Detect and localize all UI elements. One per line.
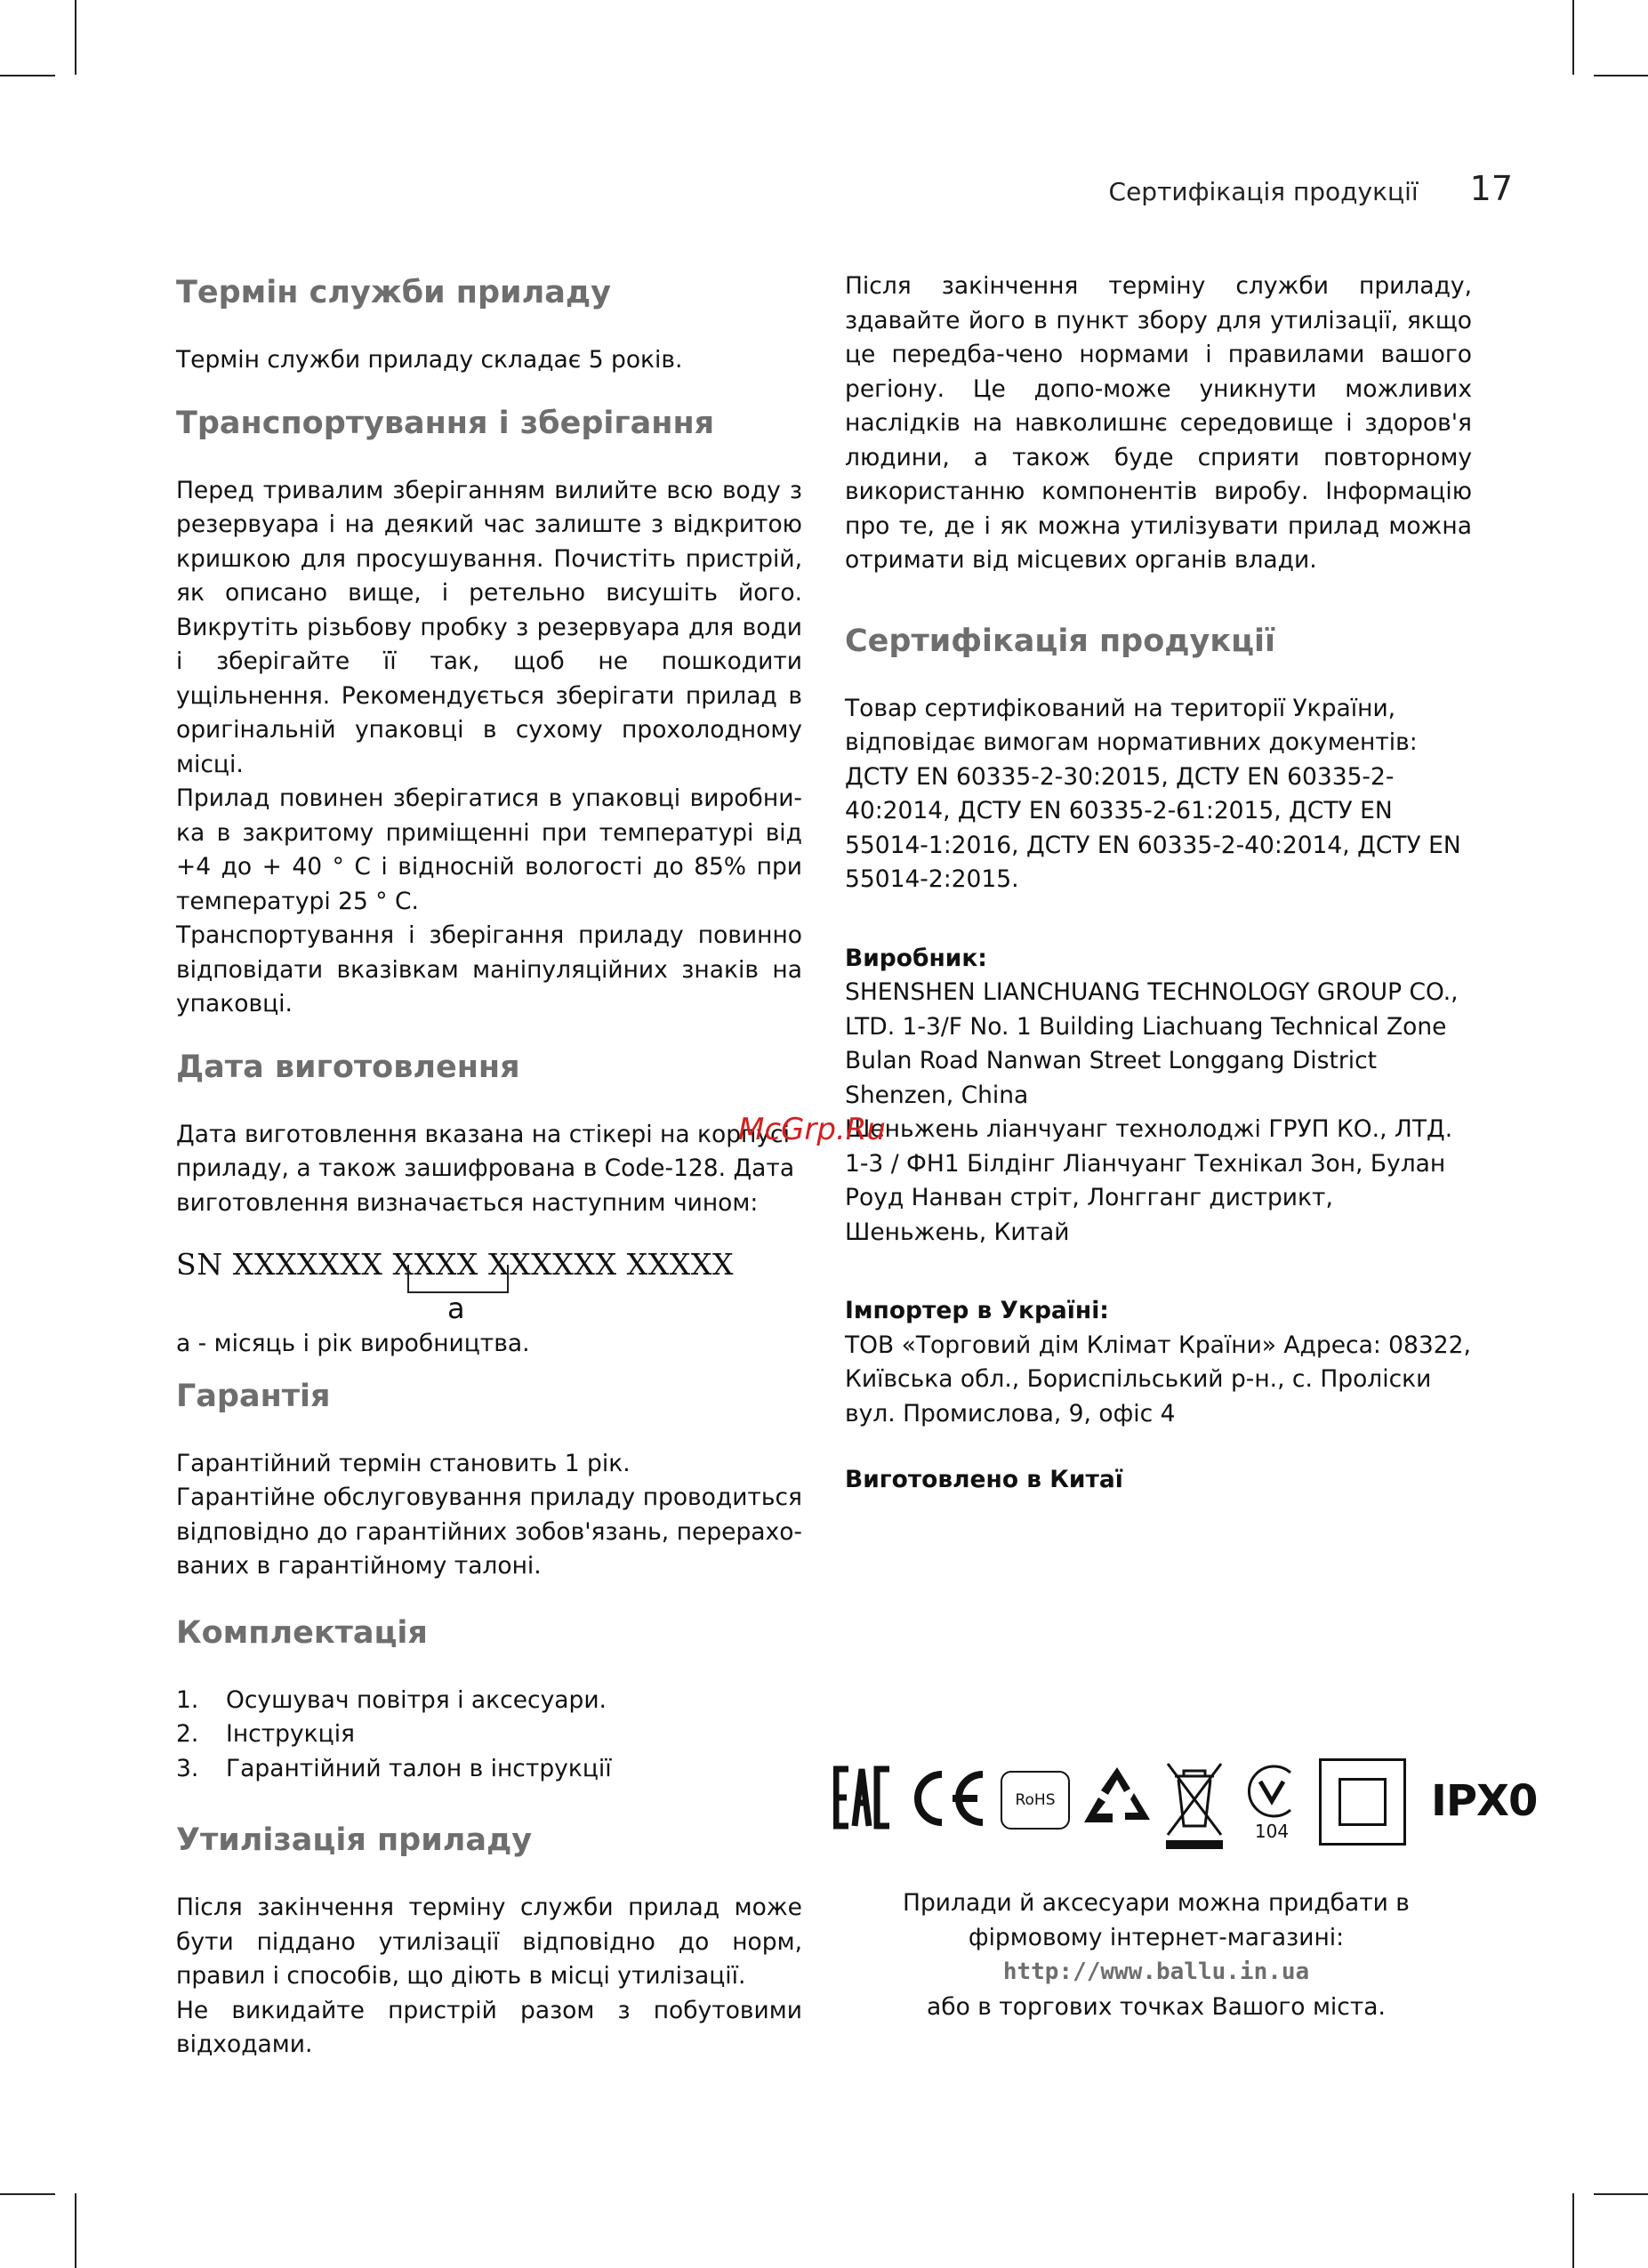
crop-mark bbox=[75, 0, 76, 75]
ce-mark-icon bbox=[906, 1769, 988, 1828]
shop-line: фірмовому інтернет-магазині: bbox=[968, 1924, 1345, 1951]
section-heading: Комплектація bbox=[176, 1614, 428, 1651]
crop-mark bbox=[1572, 2193, 1574, 2268]
rohs-mark bbox=[1001, 1771, 1070, 1830]
eac-mark-icon bbox=[833, 1765, 892, 1830]
shop-line: або в торгових точках Вашого міста. bbox=[927, 1993, 1386, 2021]
paragraph: Товар сертифікований на території України, відповідає вимогам нормативних документів: ДСТУ EN 60335-2-30:2015, ДСТУ EN 60335-2-40:2014, ДСТУ EN 60335-2-61:2015, ДСТУ EN 55014-1:2016, ДСТУ EN 60335-2-40:2014, ДСТУ EN 55014-2:2015. bbox=[845, 694, 1461, 893]
paragraph: Прилад повинен зберігатися в упаковці виробни-ка в закритому приміщенні при температурі від +4 до + 40 ° С і відносній вологості до 85% при температурі 25 ° С. bbox=[176, 784, 802, 915]
paragraph: Шеньжень ліанчуанг технолоджі ГРУП КО., ЛТД. 1-3 / ФН1 Білдінг Ліанчуанг Технікал Зон, Булан Роуд Нанван стріт, Лонгганг дистрикт, Шеньжень, Китай bbox=[845, 1115, 1453, 1246]
left-column bbox=[176, 274, 802, 2063]
shop-url-link[interactable]: http://www.ballu.in.ua bbox=[1002, 1958, 1310, 1985]
crop-mark bbox=[0, 75, 55, 76]
paragraph: Транспортування і зберігання приладу повинно відповідати вказівкам маніпуляційних знаків на упаковці. bbox=[176, 921, 802, 1017]
section-service-life bbox=[176, 274, 802, 378]
rohs-label: RoHS bbox=[1015, 1791, 1056, 1809]
page-header bbox=[1109, 169, 1513, 208]
paragraph: SHENSHEN LIANCHUANG TECHNOLOGY GROUP CO., LTD. 1-3/F No. 1 Building Liachuang Technical Zone Bulan Road Nanwan Street Longgang District Shenzen, China bbox=[845, 978, 1459, 1109]
section-heading: Транспортування і зберігання bbox=[176, 405, 715, 441]
running-header-title: Сертифікація продукції bbox=[1108, 177, 1419, 206]
section-manufacturer bbox=[845, 942, 1472, 1251]
list-item: 2. Інструкція bbox=[176, 1720, 355, 1748]
section-manufacture-date bbox=[176, 1049, 802, 1362]
importer-label: Імпортер в Україні: bbox=[845, 1297, 1109, 1324]
section-transport bbox=[176, 405, 802, 1022]
watermark: McGrp.Ru bbox=[738, 1112, 886, 1147]
paragraph: Гарантійний термін становить 1 рік. bbox=[176, 1449, 631, 1477]
ipx0-mark bbox=[1431, 1776, 1537, 1826]
paragraph: Після закінчення терміну служби приладу, здавайте його в пункт збору для утилізації, якщо це передба-чено нормами і правилами вашого регіону. Це допо-може уникнути можливих наслідків на навколишнє середовище і здоров'я людини, а також буде сприяти повторному використанню компонентів виробу. Інформацію про те, де і як можна утилізувати прилад можна отримати від місцевих органів влади. bbox=[845, 272, 1472, 574]
crop-mark bbox=[1594, 2193, 1648, 2195]
section-heading: Гарантія bbox=[176, 1378, 331, 1414]
paragraph: ТОВ «Торговий дім Клімат Країни» Адреса: 08322, Київська обл., Бориспільський р-н., с. Пролiски вул. Промислова, 9, офіс 4 bbox=[845, 1331, 1471, 1428]
eac-icon bbox=[833, 1765, 892, 1830]
paragraph: a - місяць і рік виробництва. bbox=[176, 1330, 530, 1357]
paragraph: Не викидайте пристрій разом з побутовими відходами. bbox=[176, 1996, 802, 2058]
paragraph: Гарантійне обслуговування приладу проводиться відповідно до гарантійних зобов'язань, перерахо-ваних в гарантійному талоні. bbox=[176, 1484, 802, 1580]
serial-number-diagram bbox=[176, 1247, 802, 1327]
section-heading: Термін служби приладу bbox=[176, 275, 611, 310]
paragraph: Після закінчення терміну служби прилад може бути піддано утилізації відповідно до норм, правил і способів, що діють в місці утилізації. bbox=[176, 1894, 802, 1990]
ipx-label: IPX0 bbox=[1431, 1776, 1538, 1826]
certification-marks bbox=[833, 1757, 1538, 1863]
paragraph: Дата виготовлення вказана на стікері на корпусі приладу, а також зашифрована в Code-128. Дата виготовлення визначається наступним чином: bbox=[176, 1120, 795, 1217]
recycle-icon bbox=[1081, 1764, 1154, 1833]
section-importer bbox=[845, 1294, 1472, 1431]
serial-marker-label: a bbox=[447, 1291, 465, 1325]
manufacturer-label: Виробник: bbox=[845, 944, 987, 972]
ua-conformity-mark bbox=[1241, 1762, 1303, 1842]
list-item: 1. Осушувач повітря і аксесуари. bbox=[176, 1685, 607, 1714]
section-warranty bbox=[176, 1378, 802, 1584]
ua-mark-number: 104 bbox=[1254, 1821, 1290, 1842]
right-column bbox=[845, 269, 1472, 1498]
list-item: 3. Гарантійний талон в інструкції bbox=[176, 1754, 612, 1782]
section-certification bbox=[845, 623, 1472, 897]
page-number: 17 bbox=[1469, 169, 1513, 208]
crop-mark bbox=[1594, 75, 1648, 76]
made-in-label: Виготовлено в Китаї bbox=[845, 1466, 1123, 1493]
paragraph: Термін служби приладу складає 5 років. bbox=[176, 346, 683, 374]
shop-line: Прилади й аксесуари можна придбати в bbox=[903, 1889, 1410, 1917]
section-disposal bbox=[176, 1822, 802, 2063]
section-heading: Утилізація приладу bbox=[176, 1822, 533, 1858]
section-package bbox=[176, 1614, 802, 1787]
shop-info bbox=[845, 1886, 1467, 2024]
paragraph: Перед тривалим зберіганням вилийте всю воду з резервуара і на деякий час залиште з відкритою кришкою для просушування. Почистіть пристрій, як описано вище, і ретельно висушіть його. Викрутіть різьбову пробку з резервуара для води і зберігайте її так, щоб не пошкодити ущільнення. Рекомендується зберігати прилад в оригінальній упаковці в сухому прохолодному місці. bbox=[176, 476, 802, 778]
crop-mark bbox=[1572, 0, 1574, 75]
weee-bin-icon bbox=[1162, 1760, 1226, 1853]
package-list bbox=[176, 1684, 802, 1787]
double-insulation-icon bbox=[1319, 1758, 1406, 1846]
crop-mark bbox=[0, 2193, 55, 2195]
serial-number-code: SN XXXXXXX XXXX XXXXXX XXXXX bbox=[176, 1247, 735, 1282]
crop-mark bbox=[75, 2193, 76, 2268]
serial-bracket bbox=[407, 1265, 509, 1293]
section-heading: Сертифікація продукції bbox=[845, 623, 1276, 659]
section-heading: Дата виготовлення bbox=[176, 1049, 520, 1085]
